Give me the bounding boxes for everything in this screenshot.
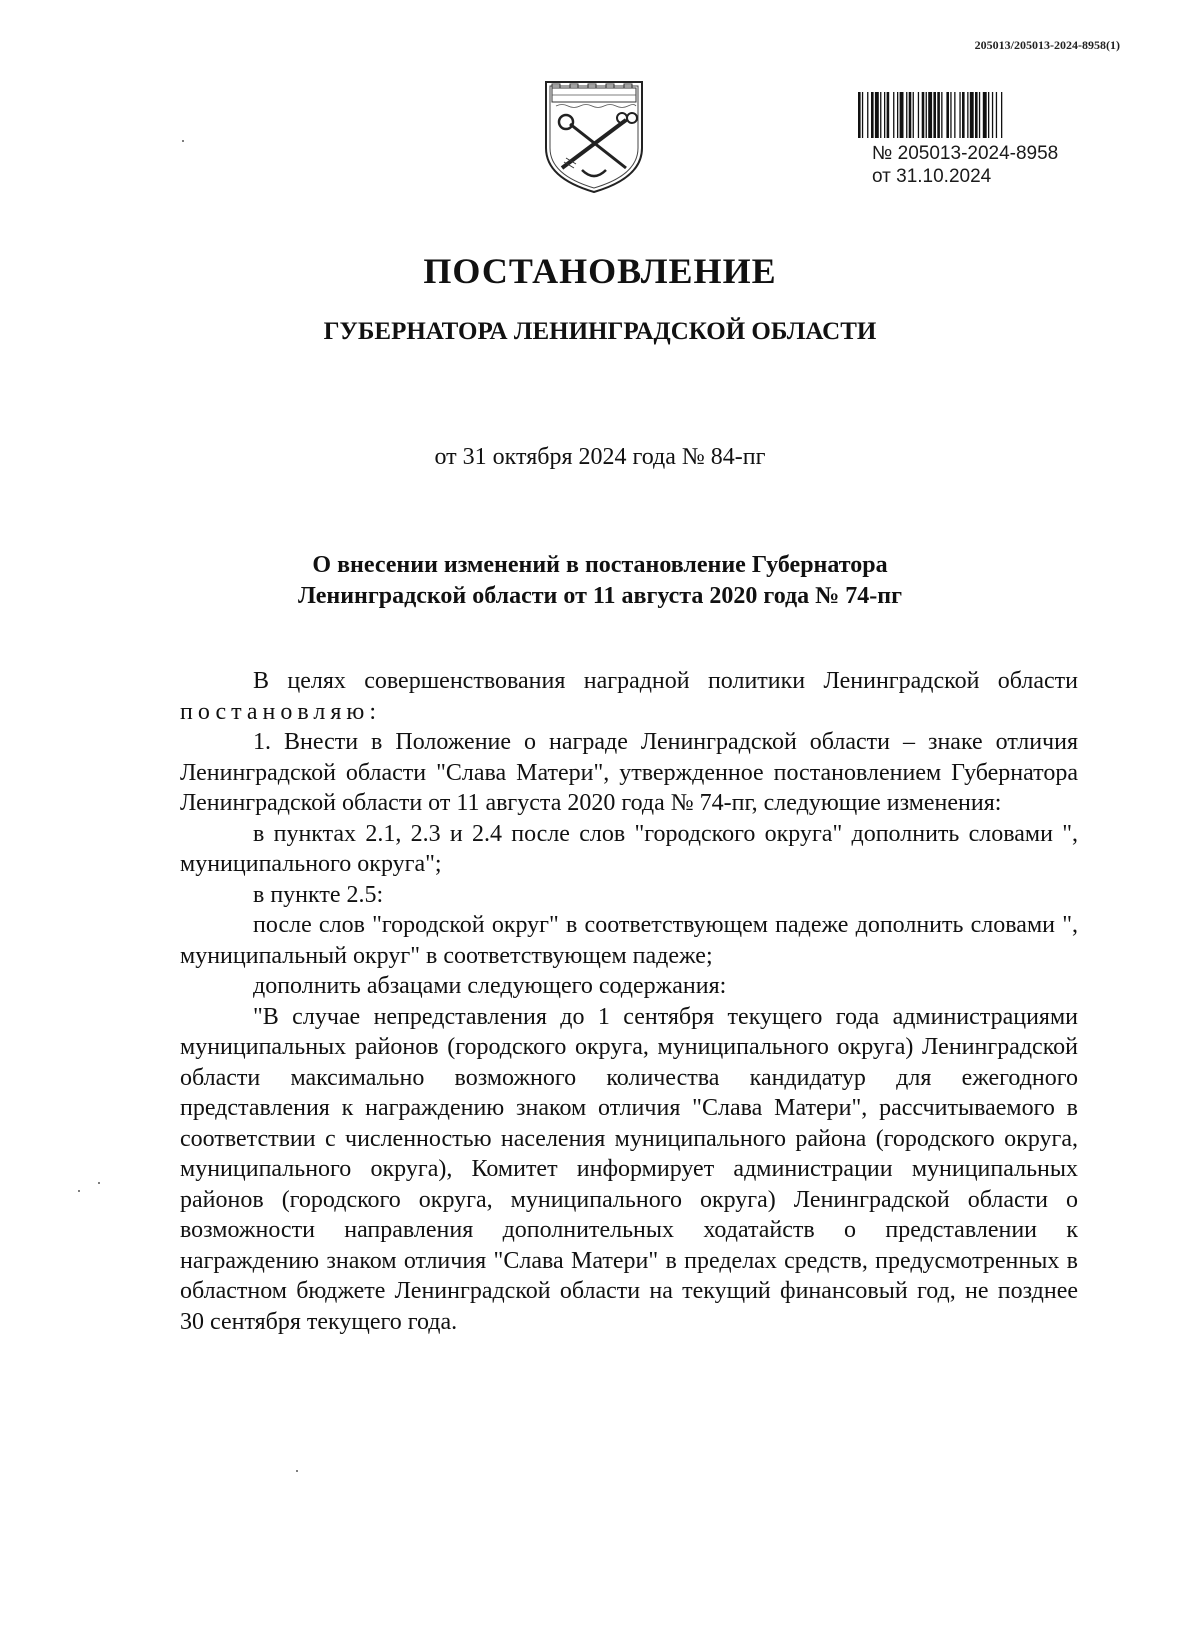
subject-line-2: Ленинградской области от 11 августа 2020 года № 74-пг (298, 583, 902, 609)
clause-1-paragraph: 1. Внести в Положение о награде Ленинградской области – знаке отличия Ленинградской области "Слава Матери", утвержденное постановлением Губернатора Ленинградской области от 11 августа 2020 года № 74-пг, следующие изменения: (180, 729, 1078, 816)
registration-stamp (872, 142, 1058, 188)
registration-date: от 31.10.2024 (872, 166, 992, 187)
document-body (180, 666, 1078, 1337)
preamble-paragraph (180, 666, 1078, 727)
scan-speck (182, 140, 184, 142)
barcode (856, 92, 1118, 138)
scan-speck (98, 1182, 100, 1184)
registration-number: № 205013-2024-8958 (872, 143, 1059, 164)
coat-of-arms-emblem (540, 78, 648, 196)
subject-line-1: О внесении изменений в постановление Губернатора (312, 552, 888, 578)
amendment-point-2-5-heading: в пункте 2.5: (253, 881, 384, 908)
document-subject (0, 550, 1200, 612)
registration-code: 205013/205013-2024-8958(1) (974, 38, 1120, 52)
scan-speck (296, 1470, 298, 1472)
document-type-title: ПОСТАНОВЛЕНИЕ (423, 251, 777, 291)
preamble-text: В целях совершенствования наградной политики Ленинградской области (253, 668, 1078, 694)
amendment-point-2-5-text: после слов "городской округ" в соответствующем падеже дополнить словами ", муниципальный округ" в соответствующем падеже; (180, 912, 1078, 969)
resolution-word: постановляю: (180, 698, 381, 725)
amendment-add-paragraphs-intro: дополнить абзацами следующего содержания: (253, 973, 727, 999)
issuer-title: ГУБЕРНАТОРА ЛЕНИНГРАДСКОЙ ОБЛАСТИ (323, 318, 877, 345)
amendment-points-2-1-2-3-2-4: в пунктах 2.1, 2.3 и 2.4 после слов "городского округа" дополнить словами ", муниципального округа"; (180, 820, 1078, 877)
added-paragraph-text: "В случае непредставления до 1 сентября текущего года администрациями муниципальных районов (городского округа, муниципального округа) Ленинградской области максимально возможного количества кандидатур для ежегодного представления к награждению знаком отличия "Слава Матери", рассчитываемого в соответствии с численностью населения муниципального района (городского округа, муниципального округа), Комитет информирует администрации муниципальных районов (городского округа, муниципального округа) Ленинградской области о возможности направления дополнительных ходатайств о представлении к награждению знаком отличия "Слава Матери" в пределах средств, предусмотренных в областном бюджете Ленинградской области на текущий финансовый год, не позднее 30 сентября текущего года. (180, 1003, 1078, 1335)
document-date-number: от 31 октября 2024 года № 84-пг (434, 444, 766, 470)
scan-speck (78, 1190, 80, 1192)
